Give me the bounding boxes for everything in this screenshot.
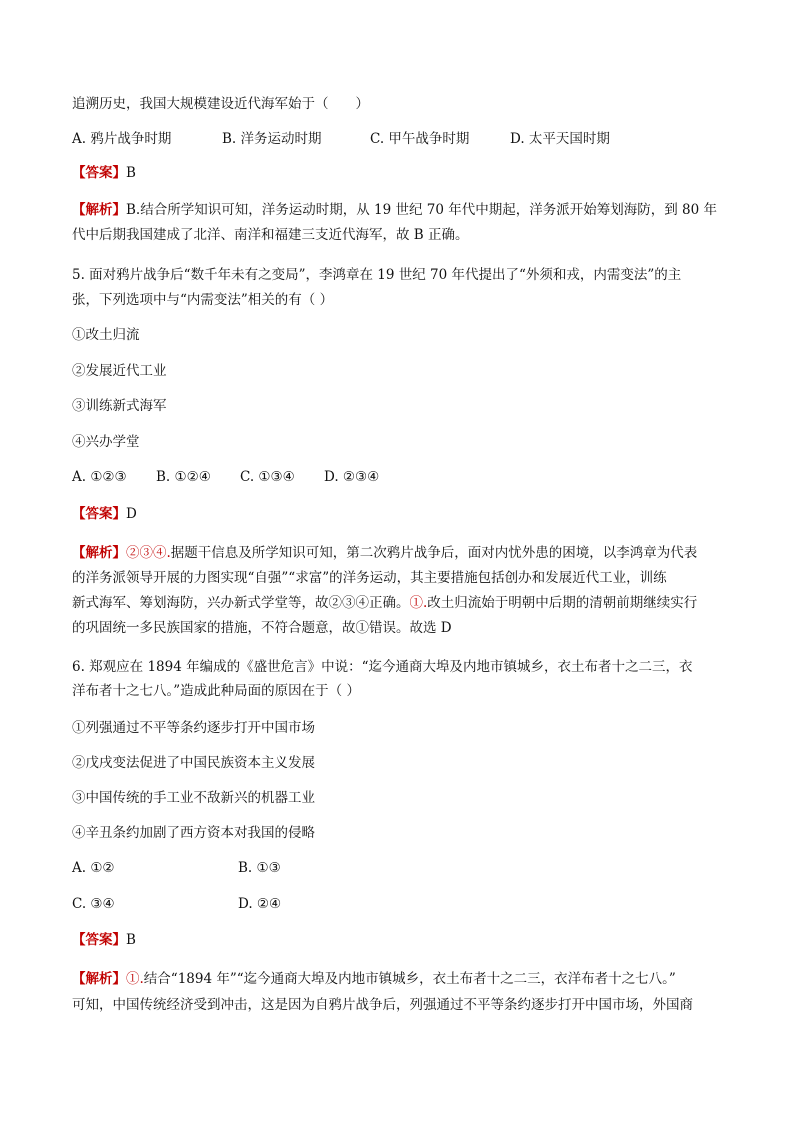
q5-analysis-tag: 【解析】 xyxy=(72,545,126,561)
q5-analysis-line-2: 的洋务派领导开展的力图实现“自强”“求富”的洋务运动，其主要措施包括创办和发展近代工业，训练 xyxy=(72,570,667,586)
q5-stem xyxy=(72,265,724,311)
q5-item-1: ①改土归流 xyxy=(72,327,140,343)
q6-item-2: ②戊戌变法促进了中国民族资本主义发展 xyxy=(72,755,315,771)
q4-answer-value: B xyxy=(126,165,136,181)
q6-stem xyxy=(72,655,724,703)
q6-stem-line-1: 6. 郑观应在 1894 年编成的《盛世危言》中说：“迄今通商大埠及内地市镇城乡，衣土布者十之二三，衣 xyxy=(72,659,693,675)
q6-analysis-tag: 【解析】 xyxy=(72,971,126,987)
q5-options xyxy=(72,467,724,488)
q6-option-d: D. ②④ xyxy=(238,896,282,912)
q4-analysis-line-2: 代中后期我国建成了北洋、南洋和福建三支近代海军，故 B 正确。 xyxy=(72,227,469,243)
q6-item-3: ③中国传统的手工业不敌新兴的机器工业 xyxy=(72,790,315,806)
q6-option-b: B. ①③ xyxy=(238,860,281,876)
q6-analysis xyxy=(72,966,724,1018)
q5-stem-line-2: 张，下列选项中与“内需变法”相关的有（ ） xyxy=(72,292,334,308)
q4-analysis xyxy=(72,200,724,246)
q4-option-c: C. 甲午战争时期 xyxy=(370,131,470,147)
q6-item-1: ①列强通过不平等条约逐步打开中国市场 xyxy=(72,720,315,736)
q6-options-row-2 xyxy=(72,894,724,915)
q6-options-row-1 xyxy=(72,858,724,879)
q4-option-d: D. 太平天国时期 xyxy=(510,131,610,147)
q5-analysis-red-mid: ①. xyxy=(409,595,428,611)
q5-answer-tag: 【答案】 xyxy=(72,506,126,522)
q5-option-c: C. ①③④ xyxy=(240,469,295,485)
q5-option-d: D. ②③④ xyxy=(324,469,380,485)
q5-analysis-red-head: ②③④. xyxy=(126,545,171,561)
q4-options xyxy=(72,129,724,150)
q5-analysis-line-4: 的巩固统一多民族国家的措施，不符合题意，故①错误。故选 D xyxy=(72,620,452,636)
q6-answer-tag: 【答案】 xyxy=(72,932,126,948)
q6-answer xyxy=(72,930,724,951)
q5-item-4: ④兴办学堂 xyxy=(72,434,140,450)
q4-answer xyxy=(72,163,724,184)
q6-item-4: ④辛丑条约加剧了西方资本对我国的侵略 xyxy=(72,825,315,841)
q6-stem-line-2: 洋布者十之七八。”造成此种局面的原因在于（ ） xyxy=(72,683,360,699)
q4-analysis-tag: 【解析】 xyxy=(72,202,126,218)
q5-analysis-line-1: 据题干信息及所学知识可知，第二次鸦片战争后，面对内忧外患的困境，以李鸿章为代表 xyxy=(170,545,698,561)
q5-analysis-line-3: 新式海军、筹划海防，兴办新式学堂等，故②③④正确。 xyxy=(72,595,410,611)
q5-analysis-line-3-tail: 改土归流始于明朝中后期的清朝前期继续实行 xyxy=(427,595,698,611)
q5-answer xyxy=(72,504,724,525)
q6-analysis-red-head: ①. xyxy=(126,971,144,987)
q5-item-2: ②发展近代工业 xyxy=(72,363,167,379)
q4-option-b: B. 洋务运动时期 xyxy=(222,131,322,147)
q5-option-a: A. ①②③ xyxy=(72,469,127,485)
q5-stem-line-1: 5. 面对鸦片战争后“数千年未有之变局”，李鸿章在 19 世纪 70 年代提出了“外须和戎，内需变法”的主 xyxy=(72,267,682,283)
q5-item-3: ③训练新式海军 xyxy=(72,398,167,414)
q4-answer-tag: 【答案】 xyxy=(72,165,126,181)
q4-stem: 追溯历史，我国大规模建设近代海军始于（ ） xyxy=(72,96,369,112)
q6-analysis-line-1: 结合“1894 年”“迄今通商大埠及内地市镇城乡，衣土布者十之二三，衣洋布者十之七八。” xyxy=(143,971,676,987)
q6-option-a: A. ①② xyxy=(72,860,115,876)
q6-option-c: C. ③④ xyxy=(72,896,115,912)
q4-option-a: A. 鸦片战争时期 xyxy=(72,131,172,147)
q4-analysis-line-1: B.结合所学知识可知，洋务运动时期，从 19 世纪 70 年代中期起，洋务派开始筹划海防，到 80 年 xyxy=(126,202,717,218)
q6-answer-value: B xyxy=(126,932,136,948)
q5-option-b: B. ①②④ xyxy=(156,469,211,485)
q5-analysis xyxy=(72,541,724,641)
q5-answer-value: D xyxy=(126,506,137,522)
q6-analysis-line-2: 可知，中国传统经济受到冲击，这是因为自鸦片战争后，列强通过不平等条约逐步打开中国市场，外国商 xyxy=(72,997,693,1013)
